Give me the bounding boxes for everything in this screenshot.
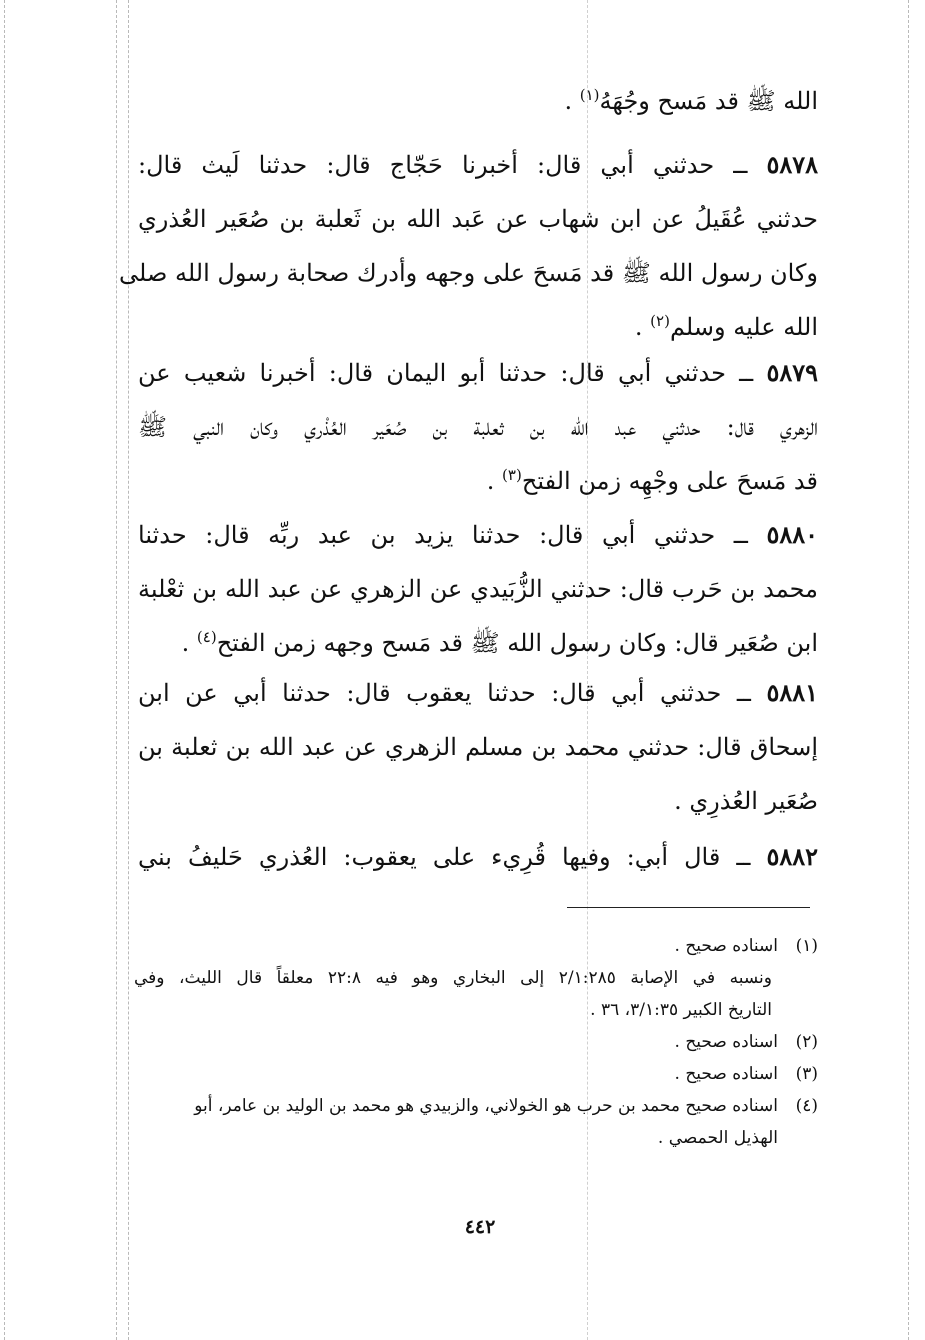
text-run: ــ حدثني أبي قال: حدثنا يزيد بن عبد ربِّه قال: حدثنا bbox=[138, 521, 767, 549]
footnote-separator bbox=[567, 907, 810, 908]
text-run: الله ﷺ قد مَسح وجُهَهُ bbox=[599, 87, 818, 115]
footnote-1-note: ونسبه في الإصابة ٢/١:٢٨٥ إلى البخاري وهو فيه ٢٢:٨ معلقاً قال الليث، وفي bbox=[134, 968, 772, 988]
footnote-text: اسناده صحيح محمد بن حرب هو الخولاني، والزبيدي هو محمد بن الوليد بن عامر، أبو bbox=[194, 1096, 778, 1116]
footnote-ref: (٢) bbox=[650, 312, 670, 330]
footnote-mark: (٢) bbox=[795, 1032, 818, 1052]
text-line: محمد بن حَرب قال: حدثني الزُّبَيدي عن الزهري عن عبد الله بن ثعْلبة bbox=[138, 575, 818, 603]
hadith-5879 bbox=[138, 346, 818, 508]
text-run: ــ قال أبي: وفيها قُرِيء على يعقوب: العُذري حَليفُ بني bbox=[138, 843, 767, 871]
text-run: . bbox=[564, 87, 580, 115]
hadith-5881 bbox=[138, 666, 818, 828]
hadith-number: ٥٨٨٢ bbox=[766, 842, 818, 871]
text-line bbox=[138, 454, 818, 508]
footnote-ref: (٤) bbox=[196, 628, 217, 646]
footnote-text: اسناده صحيح . bbox=[674, 1032, 778, 1052]
footnote-2 bbox=[134, 1026, 818, 1058]
hadith-5880 bbox=[138, 508, 818, 670]
text-line bbox=[138, 346, 818, 400]
text-run: الله عليه وسلم bbox=[669, 313, 818, 341]
text-line bbox=[138, 138, 818, 192]
scan-guide-line bbox=[128, 0, 129, 1340]
page-number: ٤٤٢ bbox=[464, 1216, 496, 1238]
footnote-mark: (٣) bbox=[795, 1064, 818, 1084]
footnote-1 bbox=[134, 930, 818, 962]
text-run: ــ حدثني أبي قال: حدثنا يعقوب قال: حدثنا أبي عن ابن bbox=[138, 679, 767, 707]
text-run: ابن صُعَير قال: وكان رسول الله ﷺ قد مَسح وجهه زمن الفتح bbox=[216, 629, 818, 657]
footnote-ref: (٣) bbox=[502, 466, 522, 484]
footnote-4 bbox=[134, 1090, 818, 1122]
footnote-text: اسناده صحيح . bbox=[674, 936, 778, 956]
paragraph-continuation bbox=[138, 74, 818, 128]
text-run: ــ حدثني أبي قال: حدثنا أبو اليمان قال: أخبرنا شعيب عن bbox=[138, 359, 767, 387]
text-line: إسحاق قال: حدثني محمد بن مسلم الزهري عن عبد الله بن ثعلبة بن bbox=[138, 733, 818, 761]
footnote-4-cont: الهذيل الحمصي . bbox=[657, 1128, 778, 1148]
scan-guide-line bbox=[116, 0, 117, 1340]
hadith-5878 bbox=[119, 138, 818, 354]
hadith-number: ٥٨٧٩ bbox=[766, 358, 818, 387]
footnote-1-note: التاريخ الكبير ٣/١:٣٥، ٣٦ . bbox=[590, 1000, 772, 1020]
text-line bbox=[138, 508, 818, 562]
text-run: . bbox=[181, 629, 197, 657]
text-run: . bbox=[486, 467, 503, 495]
text-line: وكان رسول الله ﷺ قد مَسحَ على وجهه وأدرك صحابة رسول الله صلى bbox=[119, 259, 818, 287]
footnote-3 bbox=[134, 1058, 818, 1090]
text-line bbox=[138, 830, 818, 884]
footnote-text: اسناده صحيح . bbox=[674, 1064, 778, 1084]
footnote-mark: (١) bbox=[795, 936, 818, 956]
footnotes bbox=[134, 930, 818, 1154]
text-run: . bbox=[634, 313, 651, 341]
text-line bbox=[138, 666, 818, 720]
text-line: صُعَير العُذرِي . bbox=[674, 787, 818, 815]
scan-guide-line bbox=[4, 0, 5, 1340]
hadith-number: ٥٨٨١ bbox=[766, 678, 819, 707]
text-run: قد مَسحَ على وجْهِه زمن الفتح bbox=[521, 467, 818, 495]
text-line: الزهري قال: حدثني عبد الله بن ثعلبة بن صُعَير العُذْري وكان النبي ﷺ bbox=[138, 413, 818, 441]
text-line bbox=[138, 616, 818, 670]
footnote-mark: (٤) bbox=[795, 1096, 818, 1116]
hadith-5882 bbox=[138, 830, 818, 884]
text-run: ــ حدثني أبي قال: أخبرنا حَجّاج قال: حدثنا لَيث قال: bbox=[138, 151, 767, 179]
text-line: حدثني عُقَيلُ عن ابن شهاب عن عَبد الله بن ثَعلبة بن صُعَير العُذري bbox=[138, 205, 818, 233]
text-line bbox=[138, 74, 818, 128]
footnote-ref: (١) bbox=[579, 86, 600, 104]
hadith-number: ٥٨٨٠ bbox=[766, 520, 818, 549]
scan-guide-line bbox=[908, 0, 909, 1340]
hadith-number: ٥٨٧٨ bbox=[766, 150, 818, 179]
